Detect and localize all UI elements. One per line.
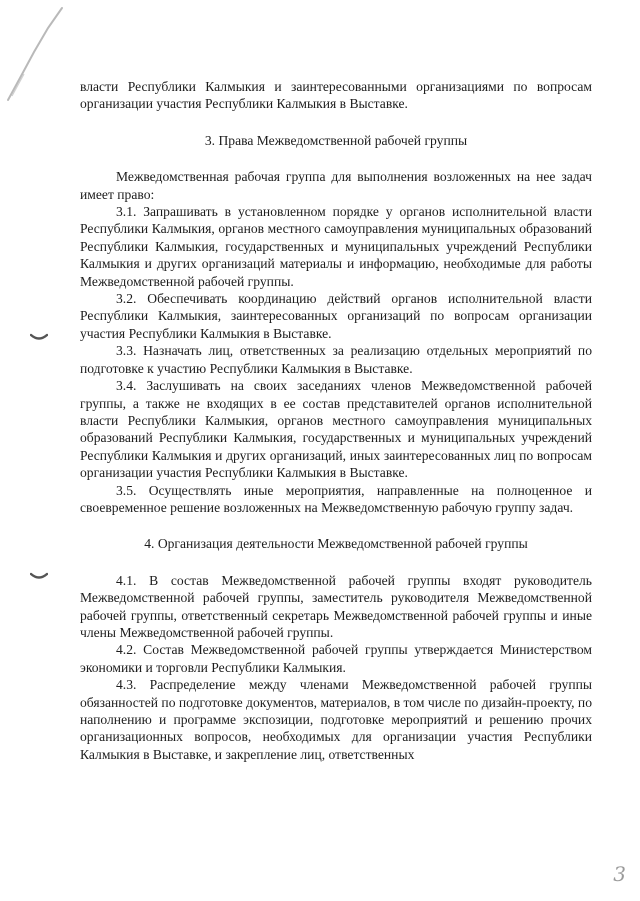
clause-3-1: 3.1. Запрашивать в установленном порядке у органов исполнительной власти Республики Калмыкия, органов местного самоуправления муниципальных образований Республики Калмыкия, государственных и муниципальных учреждений Республики Калмыкия и других организаций материалы и информацию, необходимые для работы Межведомственной рабочей группы. <box>80 204 592 289</box>
pen-stroke-mark <box>0 0 80 120</box>
document-body <box>80 78 592 763</box>
clause-4-3: 4.3. Распределение между членами Межведомственной рабочей группы обязанностей по подготовке документов, материалов, в том числе по дизайн-проекту, по наполнению и программе экспозиции, подготовке мероприятий и решению прочих организационных вопросов, необходимых для организации участия Республики Калмыкия в Выставке, и закрепление лиц, ответственных <box>80 677 592 762</box>
section-3-intro: Межведомственная рабочая группа для выполнения возложенных на нее задач имеет право: <box>80 169 592 202</box>
page-number: 3 <box>613 862 626 886</box>
clause-3-3: 3.3. Назначать лиц, ответственных за реализацию отдельных мероприятий по подготовке к участию Республики Калмыкия в Выставке. <box>80 343 592 376</box>
section-3-heading: 3. Права Межведомственной рабочей группы <box>204 132 468 148</box>
clause-3-4: 3.4. Заслушивать на своих заседаниях членов Межведомственной рабочей группы, а также не входящих в ее состав представителей органов исполнительной власти Республики Калмыкия, органов местного самоуправления муниципальных образований Республики Калмыкия, государственных и муниципальных учреждений Республики Калмыкия и других организаций, иных заинтересованных лиц по вопросам организации участия Республики Калмыкия в Выставке. <box>80 378 592 481</box>
section-4-heading: 4. Организация деятельности Межведомственной рабочей группы <box>144 536 528 552</box>
continuation-paragraph: власти Республики Калмыкия и заинтересованными организациями по вопросам организации участия Республики Калмыкия в Выставке. <box>80 79 592 112</box>
binder-hole-mark <box>30 572 48 582</box>
clause-3-5: 3.5. Осуществлять иные мероприятия, направленные на полноценное и своевременное решение возложенных на Межведомственную рабочую группу задач. <box>80 482 592 515</box>
binder-hole-mark <box>30 333 48 343</box>
clause-4-1: 4.1. В состав Межведомственной рабочей группы входят руководитель Межведомственной рабочей группы, заместитель руководителя Межведомственной рабочей группы, ответственный секретарь Межведомственной рабочей группы и иные члены Межведомственной рабочей группы. <box>80 572 592 640</box>
clause-3-2: 3.2. Обеспечивать координацию действий органов исполнительной власти Республики Калмыкия, заинтересованных организаций по вопросам организации участия Республики Калмыкия в Выставке. <box>80 291 592 341</box>
clause-4-2: 4.2. Состав Межведомственной рабочей группы утверждается Министерством экономики и торговли Республики Калмыкия. <box>80 642 592 675</box>
